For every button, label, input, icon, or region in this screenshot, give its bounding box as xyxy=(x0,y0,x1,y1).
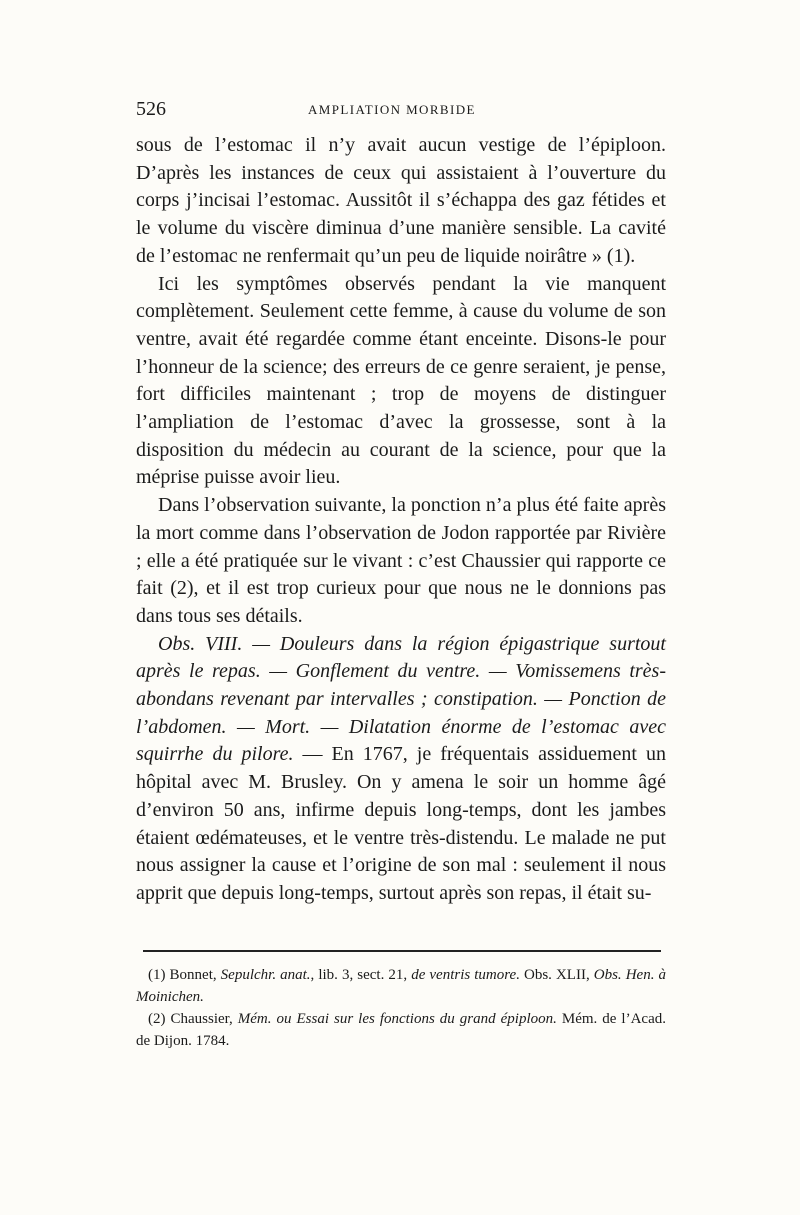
footnote-1-section: de ventris tumore. xyxy=(411,967,520,983)
observation-label: Obs. VIII. xyxy=(158,632,243,655)
page-number: 526 xyxy=(136,98,166,120)
paragraph-continuation: sous de l’estomac il n’y avait aucun vestige de l’épiploon. D’après les instances de ceux qui assistaient à l’ouverture du corps j’incisai l’estomac. Aussitôt il s’échappa des gaz fétides et le volume du viscère diminua d’une manière sensible. La cavité de l’estomac ne renfermait qu’un peu de liquide noirâtre » (1). xyxy=(136,134,666,267)
paragraph-symptoms: Ici les symptômes observés pendant la vie manquent complètement. Seulement cette femme, à cause du volume de son ventre, avait été regardée comme étant enceinte. Disons-le pour l’honneur de la science; des erreurs de ce genre seraient, je pense, fort difficiles maintenant ; trop de moyens de distinguer l’ampliation de l’estomac d’avec la grossesse, sont à la disposition du médecin au courant de la science, pour que la méprise puisse avoir lieu. xyxy=(136,272,666,489)
footnote-divider xyxy=(143,950,661,952)
footnote-2-ref: Mém. de l’Acad. de Dijon. 1784. xyxy=(136,1011,666,1049)
footnote-2-work: Mém. ou Essai sur les fonctions du grand épiploon. xyxy=(237,1011,557,1027)
page-content xyxy=(136,92,666,908)
footnote-1-obs-source: Obs. Hen. à Moinichen. xyxy=(136,967,667,1005)
footnote-1-author: (1) Bonnet, xyxy=(148,967,221,983)
observation-text: — En 1767, je fréquentais assiduement un hôpital avec M. Brusley. On y amena le soir un homme âgé d’environ 50 ans, infirme depuis long-temps, dont les jambes étaient œdémateuses, et le ventre très-distendu. Le malade ne put nous assigner la cause et l’origine de son mal : seulement il nous apprit que depuis long-temps, surtout après son repas, il était su- xyxy=(136,743,666,904)
paragraph-observation-intro: Dans l’observation suivante, la ponction n’a plus été faite après la mort comme dans l’observation de Jodon rapportée par Rivière ; elle a été pratiquée sur le vivant : c’est Chaussier qui rapporte ce fait (2), et il est trop curieux pour que nous ne le donnions pas dans tous ses détails. xyxy=(136,494,666,627)
footnote-2-author: (2) Chaussier, xyxy=(148,1011,238,1027)
footnote-1-work: Sepulchr. anat. xyxy=(220,967,311,983)
page-header xyxy=(136,92,666,124)
footnote-1 xyxy=(136,964,666,1008)
observation-heading: — Douleurs dans la région épigastrique surtout après le repas. — Gonflement du ventre. — Vomissemens très-abondans revenant par intervalles ; constipation. — Ponction de l’abdomen. — Mort. — Dilatation énorme de l’estomac avec squirrhe du pilore. xyxy=(136,632,666,766)
footnotes xyxy=(136,964,666,1052)
footnote-2 xyxy=(136,1008,666,1052)
body-text xyxy=(136,132,666,908)
observation-paragraph xyxy=(136,631,666,908)
footnote-1-obs: Obs. XLII, xyxy=(519,967,594,983)
footnote-1-ref: , lib. 3, sect. 21, xyxy=(310,967,412,983)
running-title: AMPLIATION MORBIDE xyxy=(308,102,476,117)
